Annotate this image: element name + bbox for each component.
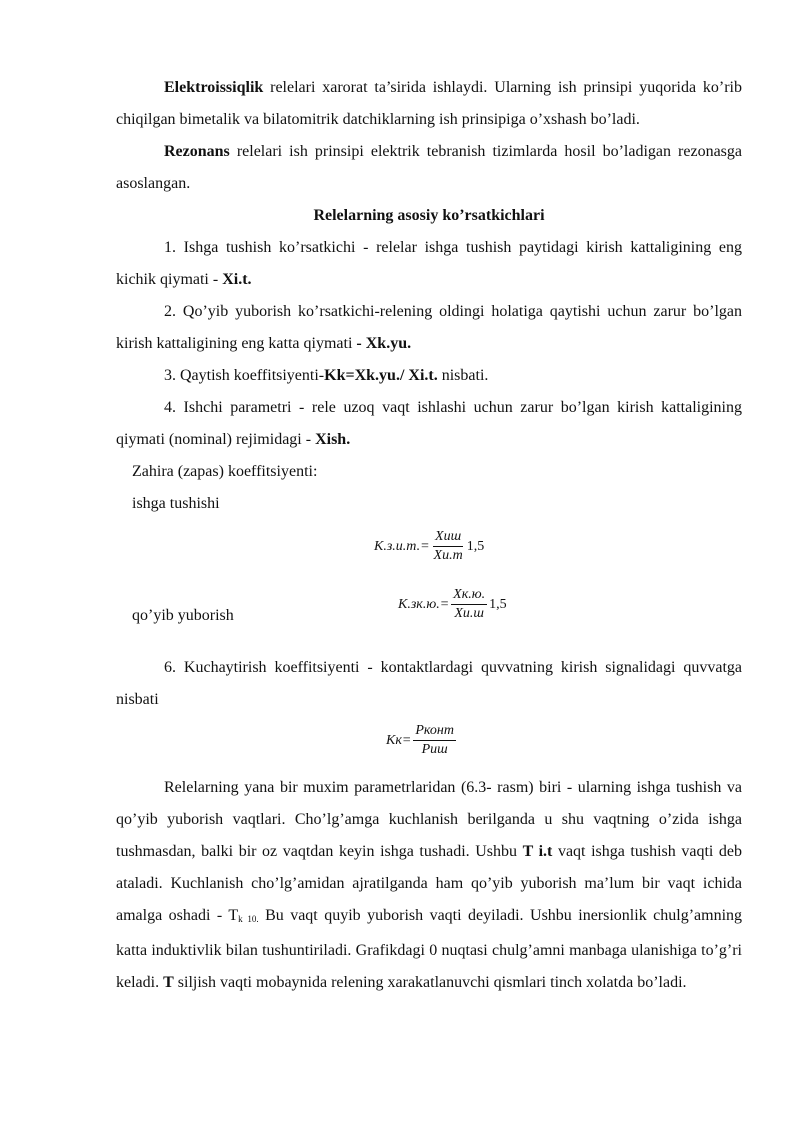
formula-release — [398, 586, 507, 623]
term-bold: T i.t — [522, 843, 553, 860]
document-page — [116, 72, 742, 999]
term-bold: T — [163, 974, 174, 991]
formula-denominator: Xи.ш — [454, 606, 484, 621]
paragraph-text: relelari xarorat ta’sirida ishlaydi. Ularning ish prinsipi yuqorida ko’rib chiqilgan bimetalik va bilatomitrik datchiklarning ish prinsipiga o’xshash bo’ladi. — [116, 79, 742, 128]
formula-amplification — [386, 722, 458, 759]
formula-lhs: K.з.и.т.= — [374, 538, 430, 554]
formula-denominator: Pиш — [421, 742, 448, 757]
item-bold: Xi.t. — [222, 271, 252, 288]
section-heading: Relelarning asosiy ko’rsatkichlari — [313, 207, 545, 224]
list-item-2 — [116, 296, 742, 360]
paragraph-text: siljish vaqti mobaynida relening xarakatlanuvchi qismlari tinch xolatda bo’ladi. — [173, 974, 687, 991]
paragraph-text: vaqt ishga tushish vaqti deb ataladi. Kuchlanish cho’lg’amidan ajratilganda ham qo’yib yuborish ma’lum bir vaqt ichida amalga oshadi - T — [116, 843, 743, 924]
formula-tail: 1,5 — [489, 596, 507, 612]
item-bold: Kk=Xk.yu./ Xi.t. — [324, 367, 438, 384]
formula-pickup — [374, 528, 484, 565]
paragraph-text: Relelarning yana bir muxim parametrlaridan (6.3- rasm) biri - ularning ishga tushish va qo’yib yuborish vaqtlari. Cho’lg’amga kuchlanish berilganda u shu vaqtning o’zida ishga tushmasdan, balki bir oz vaqtdan keyin ishga tushadi. Ushbu — [116, 779, 742, 860]
item-text: 4. Ishchi parametri - rele uzoq vaqt ishlashi uchun zarur bo’lgan kirish kattaligining qiymati (nominal) rejimidagi - — [116, 399, 742, 448]
item-bold: Xish. — [315, 431, 351, 448]
paragraph-timing — [116, 772, 742, 999]
formula-fraction — [432, 528, 465, 565]
qoyib-yuborish-label: qo’yib yuborish — [132, 607, 234, 624]
formula-numerator: Xиш — [433, 528, 463, 547]
list-item-3 — [116, 360, 742, 392]
formula-denominator: Xи.т — [433, 548, 463, 563]
paragraph-text: relelari ish prinsipi elektrik tebranish tizimlarda hosil bo’ladigan rezonasga asoslangan. — [116, 143, 742, 192]
list-item-6: 6. Kuchaytirish koeffitsiyenti - kontaktlardagi quvvatning kirish signalidagi quvvatga nisbati — [116, 659, 742, 708]
list-item-4 — [116, 392, 742, 456]
term-bold: Elektroissiqlik — [164, 79, 264, 96]
ishga-tushishi-label: ishga tushishi — [132, 495, 220, 512]
formula-tail: 1,5 — [466, 538, 485, 554]
item-text: 3. Qaytish koeffitsiyenti- — [164, 367, 325, 384]
subscript: k 10. — [238, 914, 259, 924]
formula-numerator: Pконт — [413, 722, 456, 741]
item-text: 2. Qo’yib yuborish ko’rsatkichi-relening oldingi holatiga qaytishi uchun zarur bo’lgan kirish kattaligining eng katta qiymati — [116, 303, 742, 352]
formula-fraction — [451, 586, 487, 623]
item-bold: - Xk.yu. — [356, 335, 412, 352]
formula-block — [116, 520, 742, 652]
formula-amplification-block — [116, 716, 742, 772]
formula-lhs: Kк= — [386, 732, 412, 748]
formula-fraction — [413, 722, 456, 759]
item-text: 1. Ishga tushish ko’rsatkichi - relelar ishga tushish paytidagi kirish kattaligining eng kichik qiymati - — [116, 239, 742, 288]
paragraph-resonance — [116, 136, 742, 200]
formula-lhs: K.зк.ю.= — [398, 596, 450, 612]
formula-numerator: Xк.ю. — [451, 586, 487, 605]
list-item-1 — [116, 232, 742, 296]
item-after: nisbati. — [437, 367, 489, 384]
paragraph-text: Bu vaqt quyib yuborish vaqti deyiladi. Ushbu inersionlik chulg’amning katta induktivlik bilan tushuntiriladi. Grafikdagi 0 nuqtasi chulg’amni manbaga ulanishiga to’g’ri keladi. — [116, 907, 743, 991]
paragraph-electrothermal — [116, 72, 742, 136]
term-bold: Rezonans — [164, 143, 230, 160]
reserve-coefficient-label: Zahira (zapas) koeffitsiyenti: — [132, 463, 318, 480]
